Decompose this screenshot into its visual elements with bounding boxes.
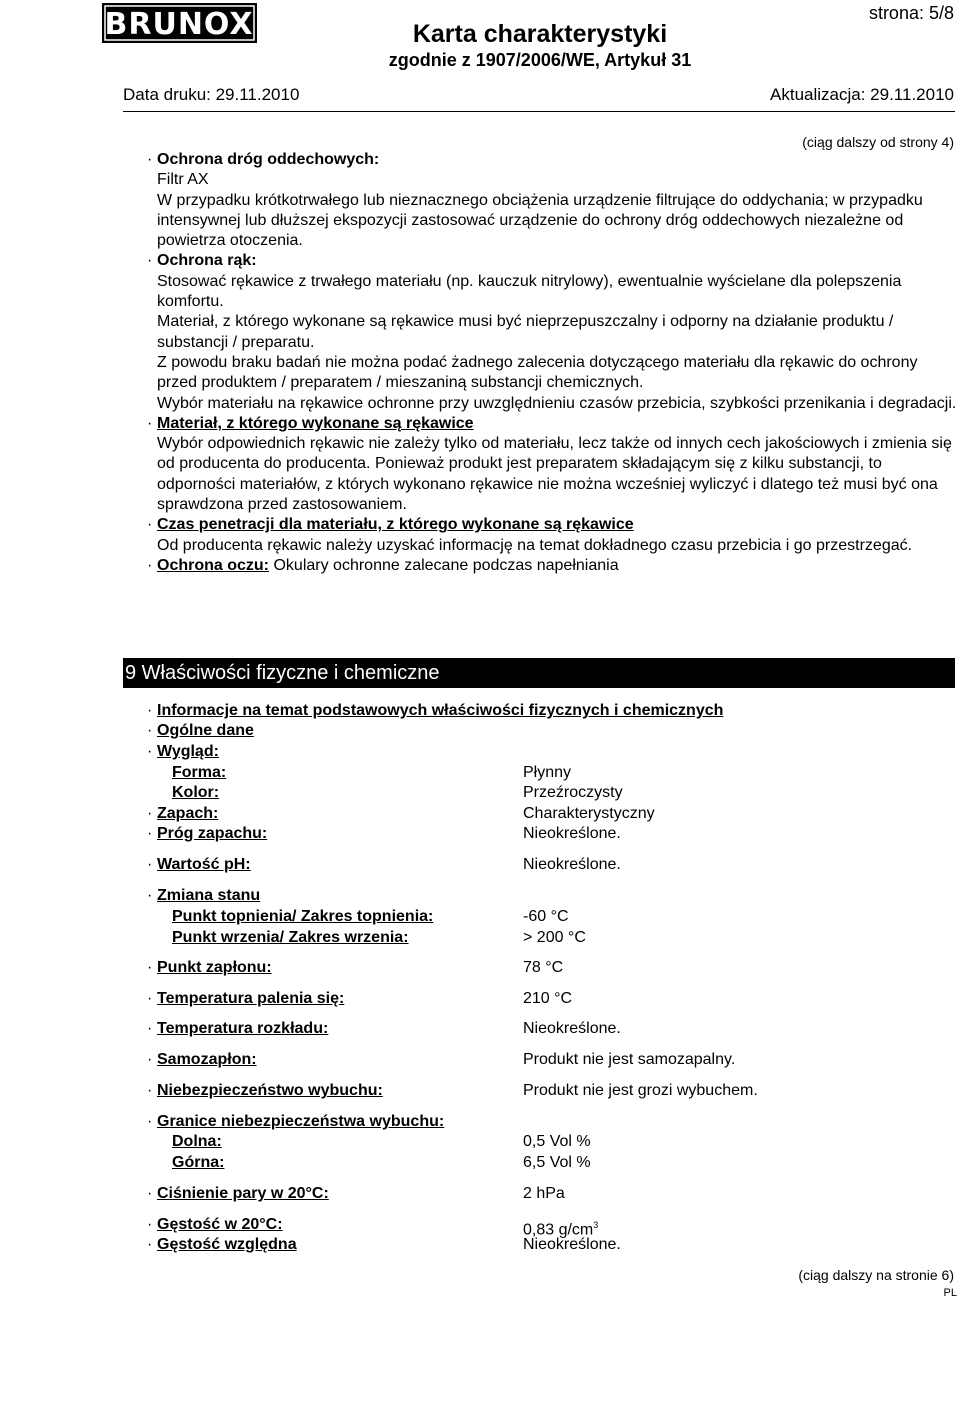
continued-to: (ciąg dalszy na stronie 6) [798, 1267, 954, 1283]
section-9-title: 9 Właściwości fizyczne i chemiczne [123, 658, 955, 688]
respiratory-filter: Filtr AX [157, 171, 209, 189]
section-8-content: · Ochrona dróg oddechowych: Filtr AX W przypadku krótkotrwałego lub nieznacznego obciążenia urządzenie filtrujące do oddychania; w przypadku intensywnej lub dłuższej ekspozycji zastosować urządzenie do ochrony dróg oddechowych niezależne od powietrza otoczenia. · Ochrona rąk: Stosować rękawice z trwałego materiału (np. kauczuk nitrylowy), ewentualnie wyścielane dla polepszenia komfortu. Materiał, z którego wykonane są rękawice musi być nieprzepuszczalny i odporny na działanie produktu / substancji / preparatu. Z powodu braku badań nie można podać żadnego zalecenia dotyczącego materiału dla rękawic do ochrony przed produktem / preparatem / mieszaniną substancji chemicznych. Wybór materiału na rękawice ochronne przy uwzględnieniu czasów przebicia, szybkości przenikania i degradacji. · Materiał, z którego wykonane są rękawice Wybór odpowiednich rękawic nie zależy tylko od materiału, lecz także od innych cech jakościowych i zmienia się od producenta do producenta. Ponieważ produkt jest preparatem składającym się z kilku substancji, to odporności materiałów, z których wykonano rękawice nie można wcześniej wyliczyć i dlatego też musi być ona sprawdzona przed zastosowaniem. · Czas penetracji dla materiału, z którego wykonane są rękawice Od producenta rękawic należy uzyskać informację na temat dokładnego czasu przebicia i go przestrzegać. · Ochrona oczu: Okulary ochronne zalecane podczas napełniania [147, 151, 957, 574]
respiratory-heading: Ochrona dróg oddechowych: [157, 151, 380, 168]
document-subtitle: zgodnie z 1907/2006/WE, Artykuł 31 [388, 50, 692, 70]
penetration-text: Od producenta rękawic należy uzyskać informację na temat dokładnego czasu przebicia i go przestrzegać. [157, 536, 913, 554]
document-title: Karta charakterystyki [412, 20, 668, 48]
hands-text-4: Wybór materiału na rękawice ochronne przy uwzględnieniu czasów przebicia, szybkości przenikania i degradacji. [157, 394, 957, 412]
hands-text-3: Z powodu braku badań nie można podać żadnego zalecenia dotyczącego materiału dla rękawic do ochrony przed produktem / preparatem / mieszaniną substancji chemicznych. [157, 353, 918, 392]
penetration-heading: Czas penetracji dla materiału, z którego wykonane są rękawice [157, 516, 634, 534]
hands-text-1: Stosować rękawice z trwałego materiału (np. kauczuk nitrylowy), ewentualnie wyścielane dla polepszenia komfortu. [157, 272, 902, 311]
glove-material-heading: Materiał, z którego wykonane są rękawice [157, 414, 474, 432]
glove-material-text: Wybór odpowiednich rękawic nie zależy tylko od materiału, lecz także od innych cech jakościowych i zmienia się od producenta do producenta. Ponieważ produkt jest preparatem składającym się z kilku substancji, to odporności materiałów, z których wykonano rękawice nie można wcześniej wyliczyć i dlatego też musi być ona sprawdzona przed zastosowaniem. [157, 435, 952, 514]
eyes-text: Okulary ochronne zalecane podczas napełniania [273, 556, 619, 574]
eyes-heading: Ochrona oczu: [157, 556, 270, 574]
respiratory-text: W przypadku krótkotrwałego lub nieznacznego obciążenia urządzenie filtrujące do oddychania; w przypadku intensywnej lub dłuższej ekspozycji zastosować urządzenie do ochrony dróg oddechowych niezależne od powietrza otoczenia. [157, 191, 923, 250]
svg-text:BRUNOX: BRUNOX [104, 7, 254, 42]
language-code: PL [943, 1287, 957, 1299]
hands-text-2: Materiał, z którego wykonane są rękawice musi być nieprzepuszczalny i odporny na działanie produktu / substancji / preparatu. [157, 313, 894, 351]
continued-from: (ciąg dalszy od strony 4) [802, 134, 954, 150]
hands-heading: Ochrona rąk: [157, 252, 257, 270]
update-date: Aktualizacja: 29.11.2010 [770, 85, 954, 104]
header-divider [123, 111, 955, 112]
print-date: Data druku: 29.11.2010 [123, 85, 300, 104]
page-number: strona: 5/8 [868, 3, 954, 23]
